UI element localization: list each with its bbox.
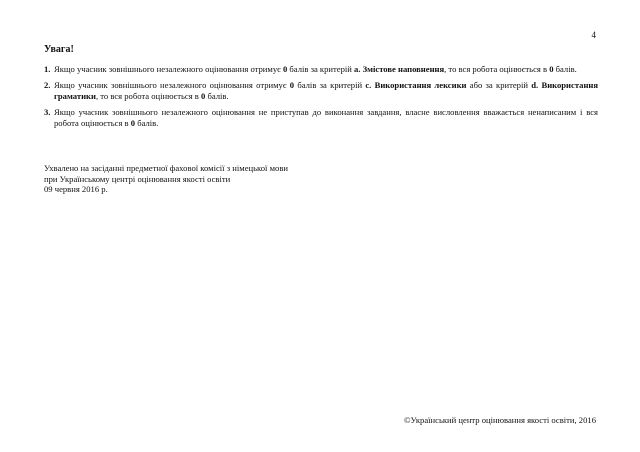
approval-line: Ухвалено на засіданні предметної фахової комісії з німецької мови [44,163,288,173]
note-text: балів. [205,90,229,101]
notes-list [44,64,598,134]
note-item-2 [44,80,598,101]
approval-line: при Українському центрі оцінювання якості освіти [44,173,231,184]
note-text: балів за критерій [287,64,355,74]
approval-date: 09 червня 2016 р. [44,184,108,195]
note-text: балів за критерій [294,80,366,91]
note-text: Якщо учасник зовнішнього незалежного оцінювання отримує [54,80,290,91]
note-text: Якщо учасник зовнішнього незалежного оцінювання не приступав до виконання завдання, власне висловлення вважається ненаписаним і вся робота оцінюється в [54,107,598,128]
note-criterion: c. Використання лексики [365,80,467,91]
note-text: , то вся робота оцінюється в [444,64,550,74]
note-bold-text: 0 [201,90,206,101]
note-bold-text: 0 [282,64,288,74]
note-text: , то вся робота оцінюється в [95,90,202,101]
note-text: або за критерій [466,80,532,91]
notice-heading: Увага! [44,44,74,55]
note-number: 1. [44,64,51,74]
note-item-3 [44,107,598,128]
note-text: балів. [553,64,577,74]
note-bold-text: 0 [549,64,554,74]
note-criterion: d. Використання граматики [54,80,599,101]
note-bold-text: 0 [289,80,295,91]
page-number: 4 [591,30,596,40]
note-text: Якщо учасник зовнішнього незалежного оцінювання отримує [54,64,283,74]
note-bold-text: 0 [130,117,136,128]
approval-block [44,163,288,195]
copyright-footer: ©Український центр оцінювання якості освіти, 2016 [404,415,596,425]
note-number: 3. [44,107,51,118]
note-text: балів. [135,117,159,128]
note-criterion: a. Змістове наповнення [354,64,445,74]
note-item-1 [44,64,598,74]
note-number: 2. [44,80,51,91]
